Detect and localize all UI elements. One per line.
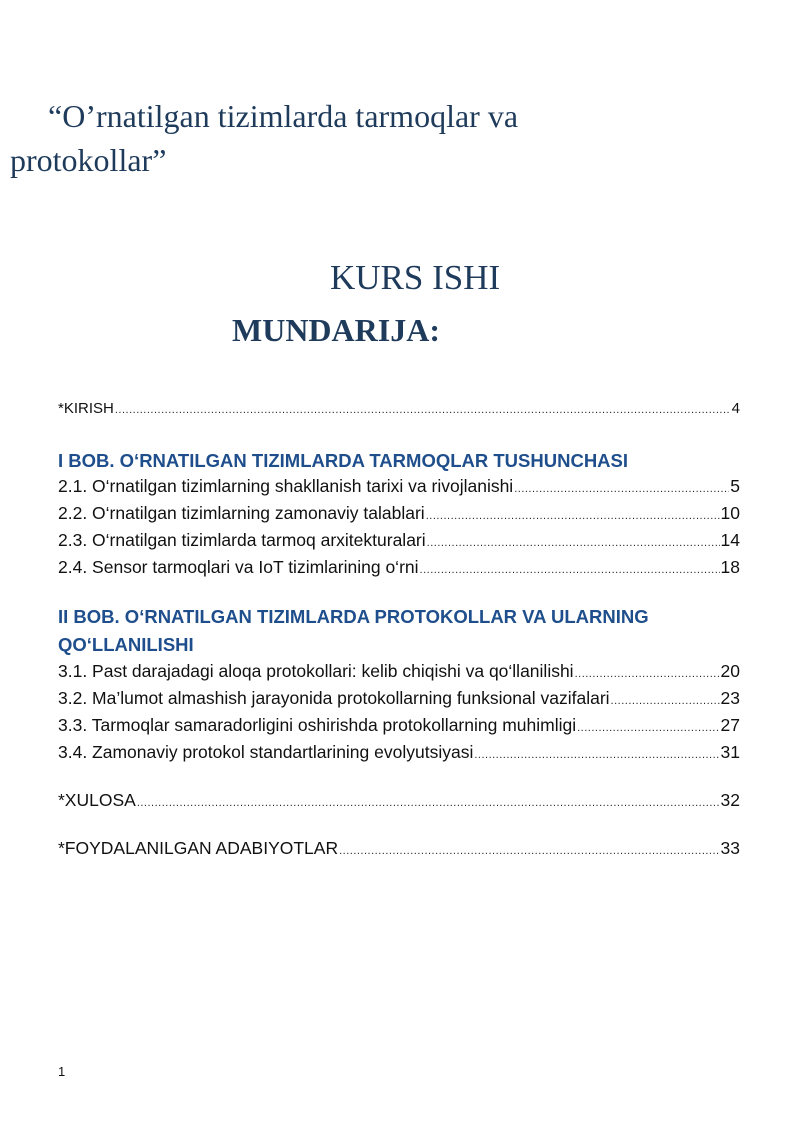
toc-leader: [137, 797, 720, 809]
toc-entry: [58, 742, 740, 768]
toc-page: 32: [720, 790, 740, 810]
toc-page: 20: [720, 661, 740, 681]
page-number: 1: [58, 1064, 66, 1079]
toc-entry: [58, 688, 740, 714]
document-title-line2: protokollar”: [10, 142, 167, 178]
toc-leader: [474, 749, 719, 761]
contents-heading: MUNDARIJA:: [232, 312, 440, 348]
toc-entry: [58, 476, 740, 502]
toc-label: *KIRISH: [58, 400, 114, 417]
toc-page: 5: [730, 476, 740, 496]
toc-leader: [611, 695, 720, 707]
toc-leader: [577, 722, 719, 734]
toc-entry: [58, 661, 740, 687]
toc-label: 3.4. Zamonaviy protokol standartlarining evolyutsiyasi: [58, 742, 474, 762]
toc-entry: [58, 503, 740, 529]
chapter2-heading-line2: QO‘LLANILISHI: [58, 634, 194, 655]
toc-page: 14: [720, 530, 740, 550]
toc-label: 2.4. Sensor tarmoqlari va IoT tizimlarining o‘rni: [58, 557, 419, 577]
toc-label: 2.3. O‘rnatilgan tizimlarda tarmoq arxitekturalari: [58, 530, 426, 550]
toc-leader: [514, 483, 729, 495]
toc-page: 33: [720, 838, 740, 858]
toc-leader: [420, 564, 720, 576]
toc-entry-intro: [58, 400, 740, 426]
document-subtitle: KURS ISHI: [330, 258, 501, 297]
toc-label: *FOYDALANILGAN ADABIYOTLAR: [58, 838, 339, 858]
chapter1-heading: I BOB. O‘RNATILGAN TIZIMLARDA TARMOQLAR TUSHUNCHASI: [58, 450, 629, 471]
toc-label: 2.2. O‘rnatilgan tizimlarning zamonaviy talablari: [58, 503, 425, 523]
toc-page: 31: [720, 742, 740, 762]
toc-label: *XULOSA: [58, 790, 136, 810]
document-title-line1: “O’rnatilgan tizimlarda tarmoqlar va: [48, 98, 519, 134]
toc-entry-references: [58, 838, 740, 864]
toc-page: 18: [720, 557, 740, 577]
toc-entry-conclusion: [58, 790, 740, 816]
toc-entry: [58, 530, 740, 556]
toc-page: 4: [731, 400, 740, 417]
toc-leader: [426, 510, 720, 522]
toc-leader: [339, 845, 719, 857]
chapter2-heading-line1: II BOB. O‘RNATILGAN TIZIMLARDA PROTOKOLLAR VA ULARNING: [58, 606, 649, 627]
toc-label: 3.3. Tarmoqlar samaradorligini oshirishda protokollarning muhimligi: [58, 715, 577, 735]
toc-label: 3.2. Ma’lumot almashish jarayonida protokollarning funksional vazifalari: [58, 688, 610, 708]
toc-page: 23: [720, 688, 740, 708]
toc-label: 3.1. Past darajadagi aloqa protokollari: kelib chiqishi va qo‘llanilishi: [58, 661, 574, 681]
toc-label: 2.1. O‘rnatilgan tizimlarning shakllanish tarixi va rivojlanishi: [58, 476, 514, 496]
toc-leader: [575, 668, 720, 680]
toc-page: 27: [720, 715, 740, 735]
toc-entry: [58, 557, 740, 583]
toc-leader: [427, 537, 720, 549]
toc-leader: [115, 404, 731, 416]
toc-entry: [58, 715, 740, 741]
toc-page: 10: [720, 503, 740, 523]
